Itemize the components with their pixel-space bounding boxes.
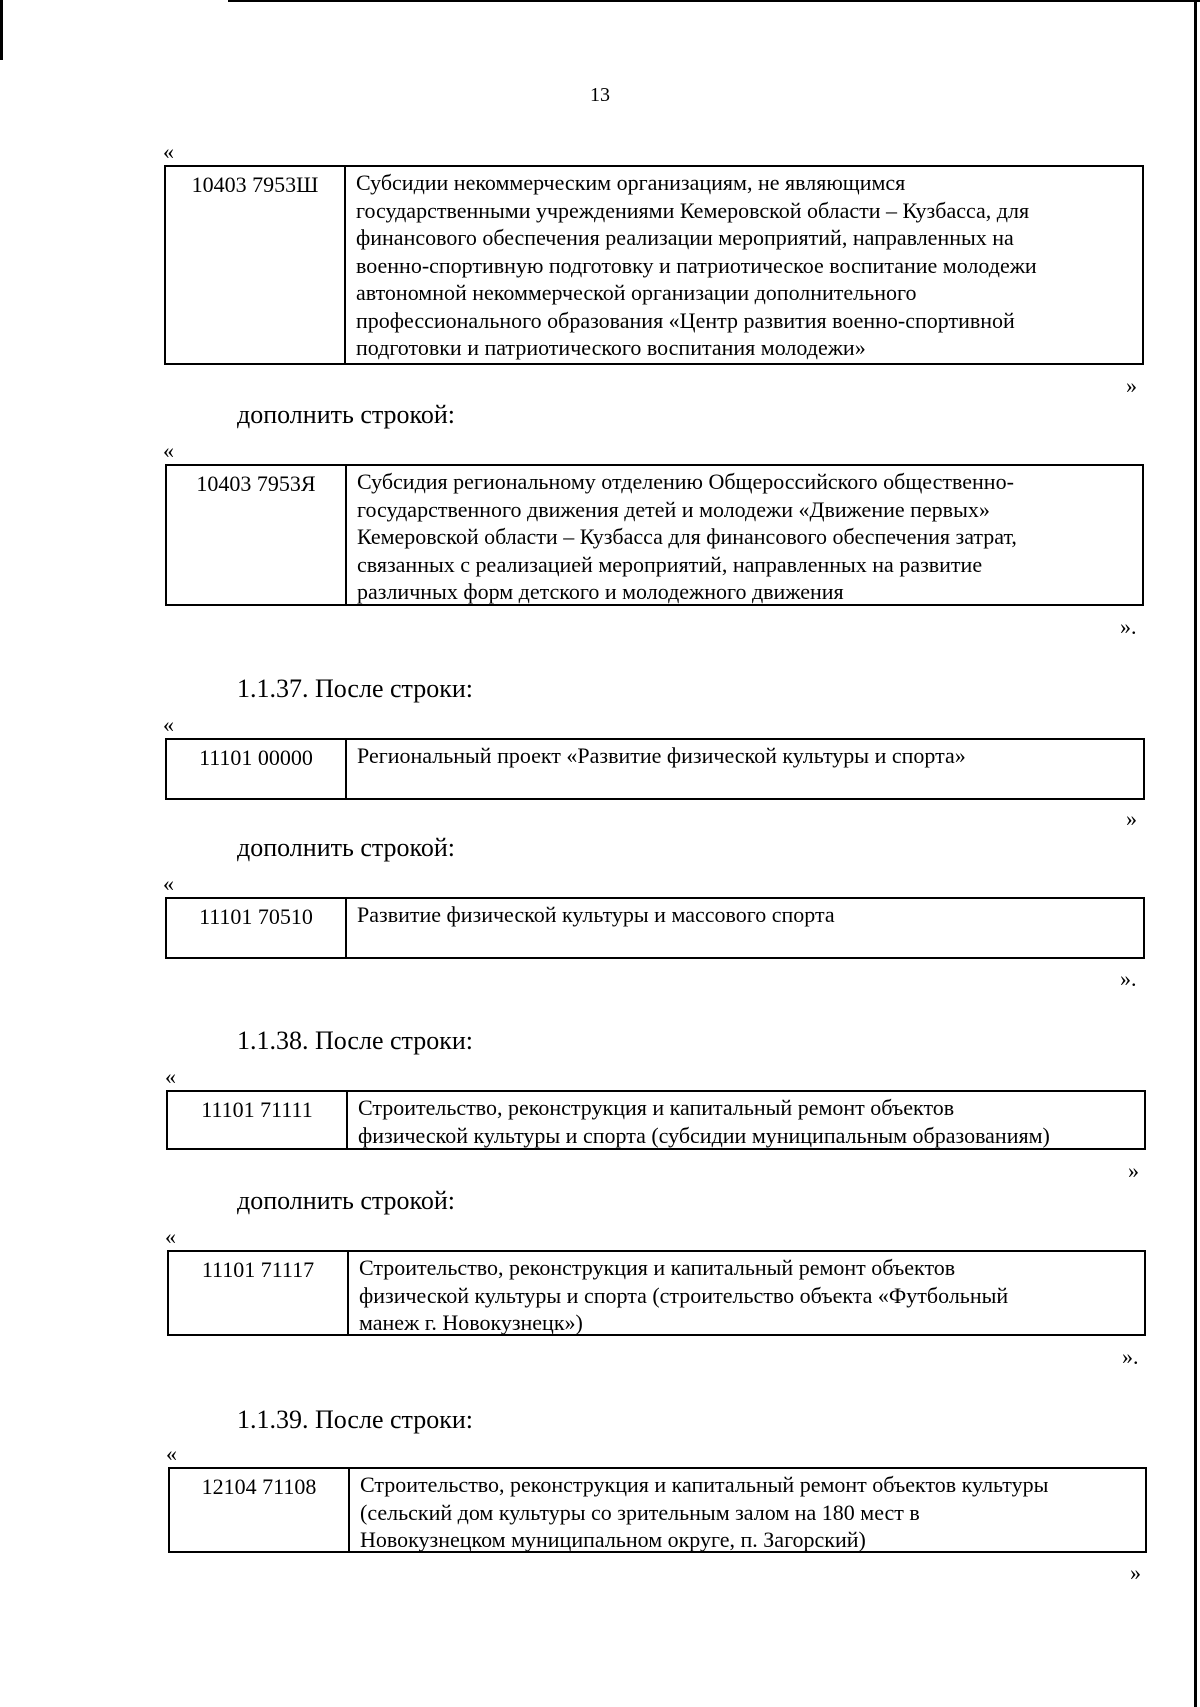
record-code: 11101 00000 xyxy=(167,740,347,798)
description-line: государственными учреждениями Кемеровской области – Кузбасса, для xyxy=(356,197,1030,223)
record-row xyxy=(167,1250,1146,1336)
close-quote: ». xyxy=(1120,614,1137,639)
section-heading: 1.1.39. После строки: xyxy=(237,1405,473,1434)
description-line: государственного движения детей и молодежи «Движение первых» xyxy=(357,496,990,522)
description-line: физической культуры и спорта (субсидии муниципальным образованиям) xyxy=(358,1122,1050,1148)
record-code: 10403 7953Ш xyxy=(166,167,346,363)
close-quote: » xyxy=(1126,373,1137,398)
record-description xyxy=(350,1469,1145,1551)
record-description xyxy=(349,1252,1144,1334)
record-code: 10403 7953Я xyxy=(167,466,347,604)
description-line: Кемеровской области – Кузбасса для финансового обеспечения затрат, xyxy=(357,524,1017,549)
open-quote: « xyxy=(163,438,174,463)
record-description xyxy=(347,466,1142,604)
section-heading: дополнить строкой: xyxy=(237,833,455,862)
open-quote: « xyxy=(165,1064,176,1089)
open-quote: « xyxy=(163,871,174,896)
description-line: Субсидия региональному отделению Общероссийского общественно- xyxy=(357,469,1014,494)
description-line: связанных с реализацией мероприятий, направленных на развитие xyxy=(357,551,983,577)
close-quote: » xyxy=(1130,1560,1141,1585)
record-code: 12104 71108 xyxy=(170,1469,350,1551)
record-row xyxy=(165,464,1144,606)
description-line: подготовки и патриотического воспитания молодежи» xyxy=(356,335,866,360)
scan-edge-right xyxy=(1194,0,1197,1707)
record-code: 11101 70510 xyxy=(167,899,347,957)
record-row xyxy=(166,1090,1146,1150)
close-quote: ». xyxy=(1120,966,1137,991)
description-line: Строительство, реконструкция и капитальный ремонт объектов xyxy=(358,1095,955,1120)
description-line: физической культуры и спорта (строительство объекта «Футбольный xyxy=(359,1282,1009,1308)
section-heading: 1.1.38. После строки: xyxy=(237,1026,473,1055)
description-line: Субсидии некоммерческим организациям, не являющимся xyxy=(356,170,906,195)
close-quote: ». xyxy=(1122,1344,1139,1369)
section-heading: 1.1.37. После строки: xyxy=(237,674,473,703)
description-line: Новокузнецком муниципальном округе, п. Загорский) xyxy=(360,1527,866,1552)
description-line: профессионального образования «Центр развития военно-спортивной xyxy=(356,307,1015,333)
scan-edge-left xyxy=(0,0,3,60)
description-line: Развитие физической культуры и массового спорта xyxy=(357,902,835,927)
record-row xyxy=(164,165,1144,365)
description-line: различных форм детского и молодежного движения xyxy=(357,579,844,604)
description-line: финансового обеспечения реализации мероприятий, направленных на xyxy=(356,225,1014,250)
record-code: 11101 71117 xyxy=(169,1252,349,1334)
record-description xyxy=(347,740,1143,798)
record-code: 11101 71111 xyxy=(168,1092,348,1148)
description-line: Региональный проект «Развитие физической культуры и спорта» xyxy=(357,743,966,768)
description-line: Строительство, реконструкция и капитальный ремонт объектов культуры xyxy=(360,1472,1049,1497)
record-row xyxy=(165,738,1145,800)
open-quote: « xyxy=(163,139,174,164)
record-description xyxy=(346,167,1142,363)
section-heading: дополнить строкой: xyxy=(237,400,455,429)
record-row xyxy=(165,897,1145,959)
close-quote: » xyxy=(1128,1158,1139,1183)
open-quote: « xyxy=(166,1441,177,1466)
description-line: военно-спортивную подготовку и патриотическое воспитание молодежи xyxy=(356,252,1037,278)
open-quote: « xyxy=(165,1224,176,1249)
scan-edge-top xyxy=(228,0,1200,2)
section-heading: дополнить строкой: xyxy=(237,1186,455,1215)
record-description xyxy=(348,1092,1144,1148)
open-quote: « xyxy=(163,712,174,737)
page-number: 13 xyxy=(590,84,610,106)
description-line: (сельский дом культуры со зрительным залом на 180 мест в xyxy=(360,1499,920,1525)
record-row xyxy=(168,1467,1147,1553)
description-line: автономной некоммерческой организации дополнительного xyxy=(356,280,917,305)
description-line: манеж г. Новокузнецк») xyxy=(359,1310,583,1335)
description-line: Строительство, реконструкция и капитальный ремонт объектов xyxy=(359,1255,956,1280)
record-description xyxy=(347,899,1143,957)
close-quote: » xyxy=(1126,806,1137,831)
